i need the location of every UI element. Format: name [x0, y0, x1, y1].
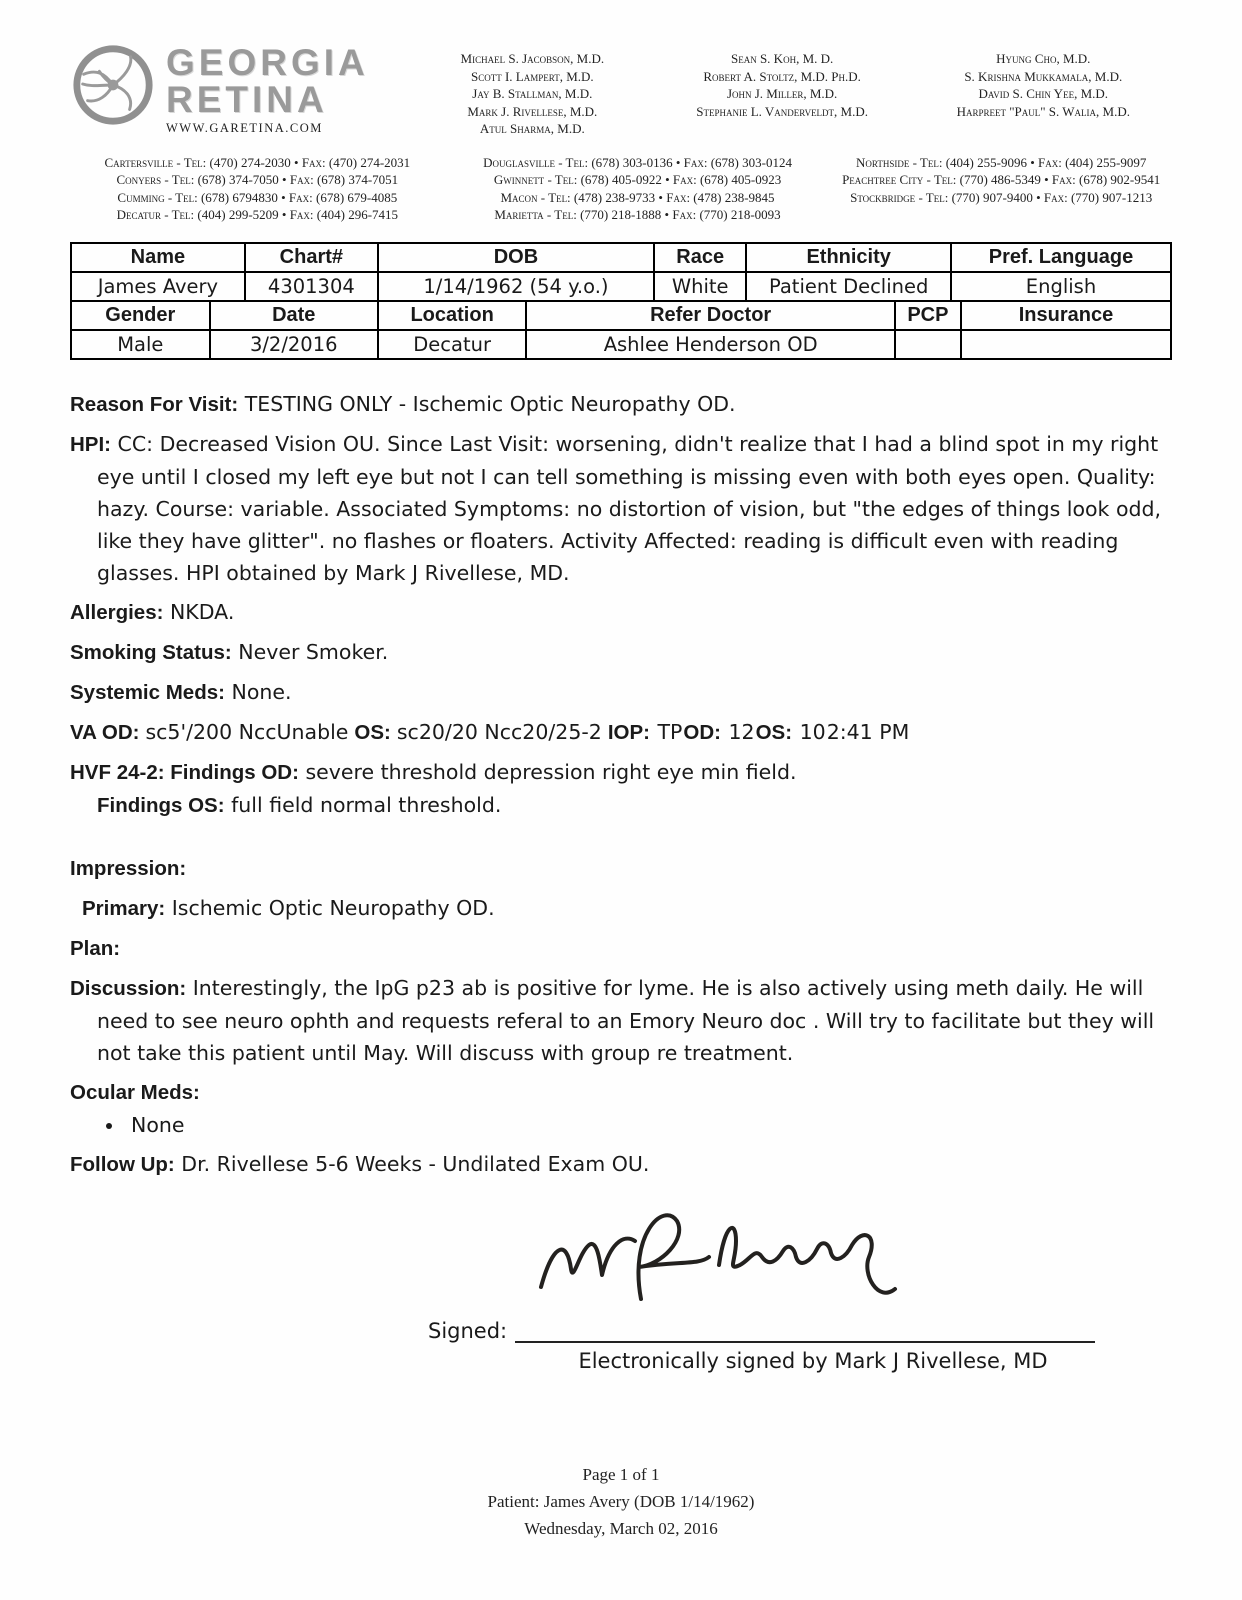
table-value-row	[71, 272, 1171, 301]
impression-label: Impression:	[70, 856, 187, 880]
primary-text: Ischemic Optic Neuropathy OD.	[171, 895, 495, 920]
patient-pcp	[895, 330, 961, 359]
iop-label: IOP:	[607, 720, 650, 744]
va-os-value: sc20/20 Ncc20/25-2	[396, 719, 602, 744]
office-name: Decatur	[116, 207, 162, 222]
office-name: Marietta	[494, 207, 544, 222]
visual-acuity-line	[70, 716, 1172, 749]
footer-page-number: Page 1 of 1	[582, 1464, 660, 1484]
patient-name: James Avery	[71, 272, 245, 301]
impression-primary	[70, 892, 1172, 925]
col-header-pref-language: Pref. Language	[951, 243, 1171, 272]
hvf-od-findings	[70, 756, 1172, 789]
col-header-location: Location	[378, 301, 527, 330]
visit-location: Decatur	[378, 330, 527, 359]
va-os-label: OS:	[354, 720, 391, 744]
smoking-label: Smoking Status:	[70, 640, 232, 664]
letterhead	[70, 42, 1172, 138]
systemic-meds-label: Systemic Meds:	[70, 680, 225, 704]
table-header-row	[71, 301, 1171, 330]
office-column-1	[70, 154, 445, 224]
logo-title-line1: GEORGIA	[166, 42, 369, 83]
discussion-paragraph	[70, 972, 1172, 1069]
hpi-paragraph	[70, 428, 1172, 589]
office-line	[445, 189, 831, 207]
office-detail: - Tel: (404) 299-5209 • Fax: (404) 296-7415	[164, 207, 399, 222]
smoking-text: Never Smoker.	[238, 639, 389, 664]
signature-block	[70, 1195, 1172, 1373]
follow-up-label: Follow Up:	[70, 1152, 175, 1176]
physician-column-3	[915, 50, 1172, 138]
follow-up-text: Dr. Rivellese 5-6 Weeks - Undilated Exam OU.	[181, 1151, 650, 1176]
patient-pref-language: English	[951, 272, 1171, 301]
office-line	[830, 189, 1172, 207]
va-od-label: VA OD:	[70, 720, 140, 744]
office-detail: - Tel: (678) 6794830 • Fax: (678) 679-4085	[167, 189, 398, 205]
physician-name: Sean S. Koh, M. D.	[730, 51, 834, 66]
iop-time: 2:41 PM	[826, 719, 910, 744]
patient-dob: 1/14/1962 (54 y.o.)	[378, 272, 654, 301]
office-detail: - Tel: (478) 238-9733 • Fax: (478) 238-9845	[540, 189, 775, 205]
page-footer	[70, 1461, 1172, 1542]
office-detail: - Tel: (678) 374-7050 • Fax: (678) 374-7051	[164, 172, 399, 187]
iop-od-value: 12	[728, 719, 755, 744]
systemic-meds-text: None.	[231, 679, 292, 704]
physician-column-2	[650, 50, 915, 138]
physician-name: Robert A. Stoltz, M.D. Ph.D.	[703, 68, 861, 84]
physician-name: David S. Chin Yee, M.D.	[978, 86, 1109, 101]
patient-chart-number: 4301304	[245, 272, 378, 301]
office-detail: - Tel: (678) 405-0922 • Fax: (678) 405-0923	[547, 172, 782, 187]
col-header-pcp: PCP	[895, 301, 961, 330]
systemic-meds	[70, 676, 1172, 709]
office-name: Peachtree City	[842, 172, 924, 187]
office-detail: - Tel: (470) 274-2030 • Fax: (470) 274-2031	[176, 154, 411, 170]
office-line	[830, 154, 1172, 172]
office-name: Gwinnett	[493, 172, 545, 187]
office-name: Macon	[500, 189, 538, 205]
table-value-row	[71, 330, 1171, 359]
patient-insurance	[961, 330, 1171, 359]
logo-title-line2: RETINA	[166, 79, 328, 120]
reason-label: Reason For Visit:	[70, 392, 239, 416]
impression-heading	[70, 852, 1172, 885]
office-detail: - Tel: (770) 486-5349 • Fax: (678) 902-9541	[926, 172, 1161, 187]
physician-name: Stephanie L. Vanderveldt, M.D.	[696, 103, 869, 119]
office-line	[445, 171, 831, 189]
primary-label: Primary:	[82, 896, 166, 920]
signed-line-row	[428, 1313, 1172, 1343]
ocular-meds-label: Ocular Meds:	[70, 1080, 200, 1104]
ocular-med-item: • None	[125, 1109, 1172, 1141]
hvf-od-label: HVF 24-2: Findings OD:	[70, 760, 299, 784]
col-header-race: Race	[654, 243, 746, 272]
col-header-refer-doctor: Refer Doctor	[526, 301, 895, 330]
patient-ethnicity: Patient Declined	[746, 272, 951, 301]
office-name: Conyers	[116, 172, 162, 187]
office-line	[830, 171, 1172, 189]
office-line	[70, 154, 445, 172]
allergies-label: Allergies:	[70, 600, 164, 624]
hvf-od-text: severe threshold depression right eye min field.	[305, 759, 797, 784]
physician-name: Hyung Cho, M.D.	[996, 51, 1091, 66]
office-line	[70, 171, 445, 189]
col-header-dob: DOB	[378, 243, 654, 272]
physician-name: Michael S. Jacobson, M.D.	[460, 51, 605, 66]
col-header-insurance: Insurance	[961, 301, 1171, 330]
signed-label: Signed:	[428, 1318, 508, 1343]
office-column-2	[445, 154, 831, 224]
patient-demographics-table-row2	[70, 300, 1172, 360]
iop-value: TP	[657, 719, 683, 744]
office-detail: - Tel: (678) 303-0136 • Fax: (678) 303-0124	[558, 154, 792, 170]
electronic-signature-text: Electronically signed by Mark J Rivellese, MD	[578, 1348, 1048, 1373]
plan-label: Plan:	[70, 936, 121, 960]
office-detail: - Tel: (770) 218-1888 • Fax: (770) 218-0093	[546, 207, 781, 222]
follow-up	[70, 1148, 1172, 1181]
office-detail: - Tel: (404) 255-9096 • Fax: (404) 255-9097	[912, 154, 1147, 170]
allergies	[70, 596, 1172, 629]
col-header-ethnicity: Ethnicity	[746, 243, 951, 272]
hpi-label: HPI:	[70, 432, 111, 456]
footer-patient-line: Patient: James Avery (DOB 1/14/1962)	[487, 1491, 755, 1511]
office-name: Northside	[855, 154, 910, 170]
reason-for-visit	[70, 388, 1172, 421]
office-line	[70, 189, 445, 207]
physician-name: Atul Sharma, M.D.	[479, 121, 585, 136]
physician-name: Harpreet "Paul" S. Walia, M.D.	[956, 103, 1130, 119]
logo-block	[70, 42, 415, 136]
clinical-note-body	[70, 388, 1172, 1181]
physician-name: Scott I. Lampert, M.D.	[470, 68, 594, 84]
va-od-value: sc5'/200 NccUnable	[145, 719, 349, 744]
physician-name: Jay B. Stallman, M.D.	[472, 86, 593, 101]
ocular-meds-list	[125, 1109, 1172, 1141]
refer-doctor: Ashlee Henderson OD	[526, 330, 895, 359]
reason-text: TESTING ONLY - Ischemic Optic Neuropathy OD.	[244, 391, 736, 416]
office-name: Cumming	[117, 189, 165, 205]
hvf-os-label: Findings OS:	[97, 793, 225, 817]
iop-os-label: OS:	[755, 720, 793, 744]
signature-line	[515, 1313, 1095, 1343]
office-name: Stockbridge	[850, 189, 916, 205]
hpi-text: CC: Decreased Vision OU. Since Last Visit: worsening, didn't realize that I had a blind spot in my right eye until I closed my left eye but not I can tell something is missing even with both eyes open. Quality: hazy. Course: variable. Associated Symptoms: no distortion of vision, but "the edges of things look odd, like they have glitter". no flashes or floaters. Activity Affected: reading is difficult even with reading glasses. HPI obtained by Mark J Rivellese, MD.	[97, 431, 1162, 585]
iop-od-label: OD:	[683, 720, 721, 744]
discussion-text: Interestingly, the IpG p23 ab is positive for lyme. He is also actively using meth daily. He will need to see neuro ophth and requests referal to an Emory Neuro doc . Will try to facilitate but they will not take this patient until May. Will discuss with group re treatment.	[97, 975, 1155, 1065]
patient-gender: Male	[71, 330, 210, 359]
col-header-name: Name	[71, 243, 245, 272]
patient-race: White	[654, 272, 746, 301]
patient-demographics-table-row1	[70, 242, 1172, 302]
smoking-status	[70, 636, 1172, 669]
office-name: Cartersville	[104, 154, 174, 170]
footer-date-line: Wednesday, March 02, 2016	[524, 1518, 718, 1538]
iop-os-value: 10	[799, 719, 826, 744]
office-line	[70, 206, 445, 224]
plan-heading	[70, 932, 1172, 965]
physician-name: S. Krishna Mukkamala, M.D.	[964, 68, 1123, 84]
discussion-label: Discussion:	[70, 976, 187, 1000]
physician-roster	[415, 42, 1172, 138]
table-header-row	[71, 243, 1171, 272]
col-header-date: Date	[210, 301, 378, 330]
retina-eye-logo-icon	[70, 42, 156, 132]
visit-date: 3/2/2016	[210, 330, 378, 359]
office-line	[445, 154, 831, 172]
physician-name: Mark J. Rivellese, M.D.	[467, 103, 598, 119]
physician-name: John J. Miller, M.D.	[726, 86, 838, 101]
logo-text	[166, 42, 369, 136]
hvf-os-text: full field normal threshold.	[231, 792, 502, 817]
allergies-text: NKDA.	[169, 599, 235, 624]
col-header-chart: Chart#	[245, 243, 378, 272]
office-detail: - Tel: (770) 907-9400 • Fax: (770) 907-1213	[918, 189, 1153, 205]
office-column-3	[830, 154, 1172, 224]
office-name: Douglasville	[483, 154, 555, 170]
handwritten-signature	[533, 1195, 1172, 1327]
physician-column-1	[415, 50, 650, 138]
office-line	[445, 206, 831, 224]
logo-website: WWW.GARETINA.COM	[166, 121, 323, 135]
office-locations	[70, 154, 1172, 224]
col-header-gender: Gender	[71, 301, 210, 330]
ocular-meds-heading	[70, 1076, 1172, 1109]
hvf-os-findings	[70, 789, 1172, 822]
